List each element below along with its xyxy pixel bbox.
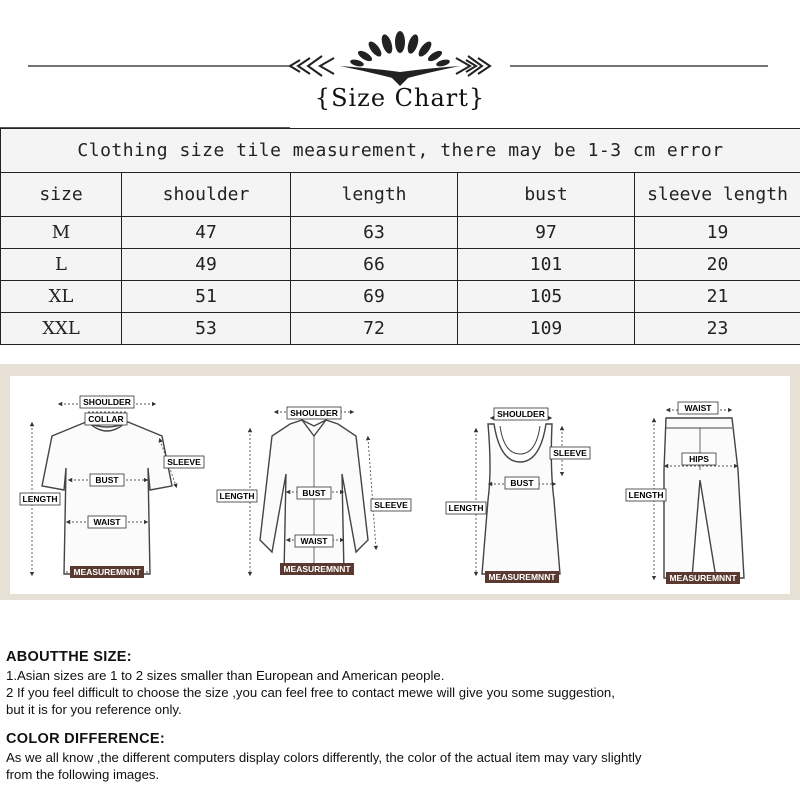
shoulder-cell: 49 bbox=[122, 249, 291, 281]
shoulder-cell: 53 bbox=[122, 313, 291, 345]
tshirt-bust-label: BUST bbox=[95, 475, 119, 485]
about-size-line: but it is for you reference only. bbox=[6, 702, 182, 717]
tshirt-shoulder-label: SHOULDER bbox=[83, 397, 131, 407]
pants-diagram bbox=[654, 410, 744, 578]
tshirt-waist-label: WAIST bbox=[93, 517, 121, 527]
shirt-bust-label: BUST bbox=[302, 488, 326, 498]
tshirt-measurement-label: MEASUREMNNT bbox=[73, 567, 141, 577]
sleeve-length-cell: 23 bbox=[635, 313, 800, 345]
column-header: bust bbox=[458, 173, 635, 217]
shirt-length-label: LENGTH bbox=[219, 491, 255, 501]
tshirt-collar-label: COLLAR bbox=[88, 414, 124, 424]
size-cell: XL bbox=[1, 281, 122, 313]
length-cell: 69 bbox=[291, 281, 458, 313]
column-header: shoulder bbox=[122, 173, 291, 217]
pants-hips-label: HIPS bbox=[689, 454, 709, 464]
size-cell: L bbox=[1, 249, 122, 281]
table-row bbox=[1, 217, 800, 249]
tank-measurement-label: MEASUREMNNT bbox=[488, 572, 556, 582]
length-cell: 66 bbox=[291, 249, 458, 281]
bust-cell: 109 bbox=[458, 313, 635, 345]
tank-diagram bbox=[476, 418, 562, 574]
table-row bbox=[1, 249, 800, 281]
pants-measurement-label: MEASUREMNNT bbox=[669, 573, 737, 583]
measurement-note: Clothing size tile measurement, there may be 1-3 cm error bbox=[1, 129, 800, 173]
shirt-waist-label: WAIST bbox=[300, 536, 328, 546]
shoulder-cell: 51 bbox=[122, 281, 291, 313]
size-cell: M bbox=[1, 217, 122, 249]
about-size-line: 2 If you feel difficult to choose the size ,you can feel free to contact mewe will give you some suggestion, bbox=[6, 685, 615, 700]
sleeve-length-cell: 19 bbox=[635, 217, 800, 249]
sleeve-length-cell: 21 bbox=[635, 281, 800, 313]
tshirt-length-label: LENGTH bbox=[22, 494, 58, 504]
length-cell: 63 bbox=[291, 217, 458, 249]
bust-cell: 97 bbox=[458, 217, 635, 249]
tshirt-sleeve-label: SLEEVE bbox=[167, 457, 201, 467]
color-difference-line: As we all know ,the different computers display colors differently, the color of the actual item may vary slightly bbox=[6, 750, 642, 765]
color-difference-heading: COLOR DIFFERENCE: bbox=[6, 731, 165, 747]
table-header-row bbox=[1, 173, 800, 217]
garment-diagrams bbox=[0, 364, 800, 600]
column-header: size bbox=[1, 173, 122, 217]
bust-cell: 101 bbox=[458, 249, 635, 281]
tank-sleeve-label: SLEEVE bbox=[553, 448, 587, 458]
table-row bbox=[1, 313, 800, 345]
shirt-shoulder-label: SHOULDER bbox=[290, 408, 338, 418]
about-size-heading: ABOUTTHE SIZE: bbox=[6, 649, 132, 665]
pants-waist-label: WAIST bbox=[684, 403, 712, 413]
column-header: length bbox=[291, 173, 458, 217]
table-row bbox=[1, 281, 800, 313]
page-title: {Size Chart} bbox=[314, 84, 486, 112]
tank-length-label: LENGTH bbox=[448, 503, 484, 513]
size-cell: XXL bbox=[1, 313, 122, 345]
shirt-measurement-label: MEASUREMNNT bbox=[283, 564, 351, 574]
sleeve-length-cell: 20 bbox=[635, 249, 800, 281]
shoulder-cell: 47 bbox=[122, 217, 291, 249]
color-difference-line: from the following images. bbox=[6, 767, 160, 782]
pants-length-label: LENGTH bbox=[628, 490, 664, 500]
shirt-sleeve-label: SLEEVE bbox=[374, 500, 408, 510]
bust-cell: 105 bbox=[458, 281, 635, 313]
about-size-line: 1.Asian sizes are 1 to 2 sizes smaller than European and American people. bbox=[6, 668, 445, 683]
tshirt-diagram bbox=[32, 404, 176, 574]
column-header: sleeve length bbox=[635, 173, 800, 217]
size-chart-table bbox=[0, 128, 800, 345]
tank-bust-label: BUST bbox=[510, 478, 534, 488]
length-cell: 72 bbox=[291, 313, 458, 345]
tank-shoulder-label: SHOULDER bbox=[497, 409, 545, 419]
